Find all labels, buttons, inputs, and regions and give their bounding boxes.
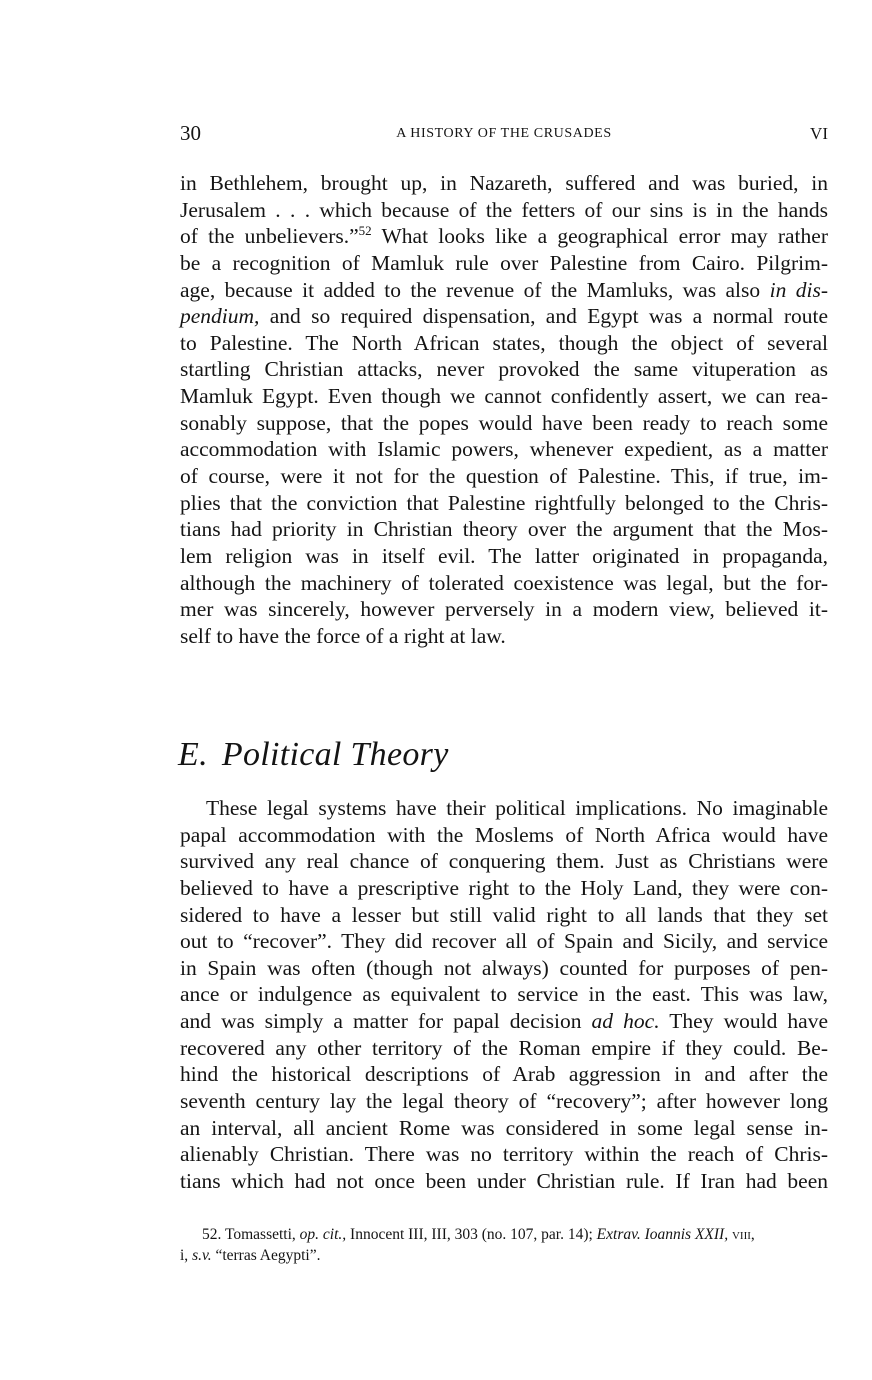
text-line: These legal systems have their political implications. No imaginable — [206, 796, 828, 820]
italic-term: pendium, — [180, 304, 260, 329]
text-run: “terras Aegypti”. — [211, 1247, 321, 1264]
running-header — [180, 121, 828, 145]
text-line: tians which had not once been under Christian rule. If Iran had been — [180, 1168, 828, 1193]
text-line: alienably Christian. There was no territory within the reach of Chris- — [180, 1142, 828, 1167]
footnote-line — [180, 1245, 828, 1266]
text-line: survived any real chance of conquering them. Just as Christians were — [180, 849, 828, 874]
text-line: hind the historical descriptions of Arab aggression in and after the — [180, 1062, 828, 1087]
text-run: They would have — [659, 1009, 828, 1034]
text-line: tians had priority in Christian theory over the argument that the Mos- — [180, 517, 828, 542]
text-line: ance or indulgence as equivalent to service in the east. This was law, — [180, 982, 828, 1007]
text-line: be a recognition of Mamluk rule over Palestine from Cairo. Pilgrim- — [180, 250, 828, 275]
text-run: What looks like a geographical error may rather — [371, 224, 828, 249]
text-line — [180, 1008, 828, 1035]
text-run: Tomassetti, — [221, 1226, 300, 1243]
section-letter: E. — [178, 736, 208, 773]
text-line: Jerusalem . . . which because of the fetters of our sins is in the hands — [180, 197, 828, 222]
text-line: accommodation with Islamic powers, whenever expedient, as a matter — [180, 437, 828, 462]
italic-term: Extrav. Ioannis XXII, — [596, 1226, 729, 1243]
text-line: out to “recover”. They did recover all of Spain and Sicily, and service — [180, 929, 828, 954]
footnote-52 — [180, 1224, 828, 1266]
text-run: age, because it added to the revenue of the Mamluks, was also — [180, 277, 770, 302]
text-line — [180, 277, 828, 304]
text-run: and so required dispensation, and Egypt was a normal route — [259, 304, 828, 329]
footnote-reference: 52 — [358, 223, 372, 239]
footnote-line — [180, 1224, 828, 1245]
text-line: of course, were it not for the question of Palestine. This, if true, im- — [180, 464, 828, 489]
text-line: startling Christian attacks, never provoked the same vituperation as — [180, 357, 828, 382]
text-run: viii, — [728, 1226, 755, 1243]
italic-term: op. cit., — [299, 1226, 347, 1243]
page-number: 30 — [180, 121, 201, 145]
text-line: papal accommodation with the Moslems of North Africa would have — [180, 822, 828, 847]
text-line: sonably suppose, that the popes would have been ready to reach some — [180, 410, 828, 435]
italic-term: in dis- — [769, 277, 828, 302]
chapter-number: VI — [810, 124, 828, 143]
text-line: sidered to have a lesser but still valid right to all lands that they set — [180, 902, 828, 927]
footnote-number: 52. — [202, 1226, 222, 1243]
section-title: Political Theory — [221, 736, 449, 773]
text-line: mer was sincerely, however perversely in a modern view, believed it- — [180, 597, 828, 622]
text-line: plies that the conviction that Palestine rightfully belonged to the Chris- — [180, 490, 828, 515]
text-line — [180, 303, 828, 330]
text-run: of the unbelievers.” — [180, 224, 359, 249]
text-line: lem religion was in itself evil. The latter originated in propaganda, — [180, 543, 828, 568]
text-run: and was simply a matter for papal decision — [180, 1009, 592, 1034]
text-line: Mamluk Egypt. Even though we cannot confidently assert, we can rea- — [180, 384, 828, 409]
text-line: self to have the force of a right at law. — [180, 623, 506, 648]
text-line — [180, 223, 828, 250]
text-line: to Palestine. The North African states, though the object of several — [180, 330, 828, 355]
text-line: in Spain was often (though not always) counted for purposes of pen- — [180, 955, 828, 980]
text-line: recovered any other territory of the Roman empire if they could. Be- — [180, 1035, 828, 1060]
text-line: seventh century lay the legal theory of “recovery”; after however long — [180, 1089, 828, 1114]
italic-term: ad hoc. — [591, 1009, 660, 1034]
paragraph-palestine — [180, 170, 828, 650]
paragraph-political-theory — [180, 795, 828, 1195]
section-heading — [178, 733, 449, 777]
text-line: although the machinery of tolerated coexistence was legal, but the for- — [180, 570, 828, 595]
text-line: believed to have a prescriptive right to the Holy Land, they were con- — [180, 875, 828, 900]
italic-term: s.v. — [192, 1247, 212, 1264]
text-run: Innocent III, III, 303 (no. 107, par. 14); — [346, 1226, 597, 1243]
running-title: A HISTORY OF THE CRUSADES — [396, 126, 612, 141]
text-line: an interval, all ancient Rome was considered in some legal sense in- — [180, 1115, 828, 1140]
text-run: i, — [180, 1247, 193, 1264]
text-line: in Bethlehem, brought up, in Nazareth, suffered and was buried, in — [180, 171, 828, 195]
